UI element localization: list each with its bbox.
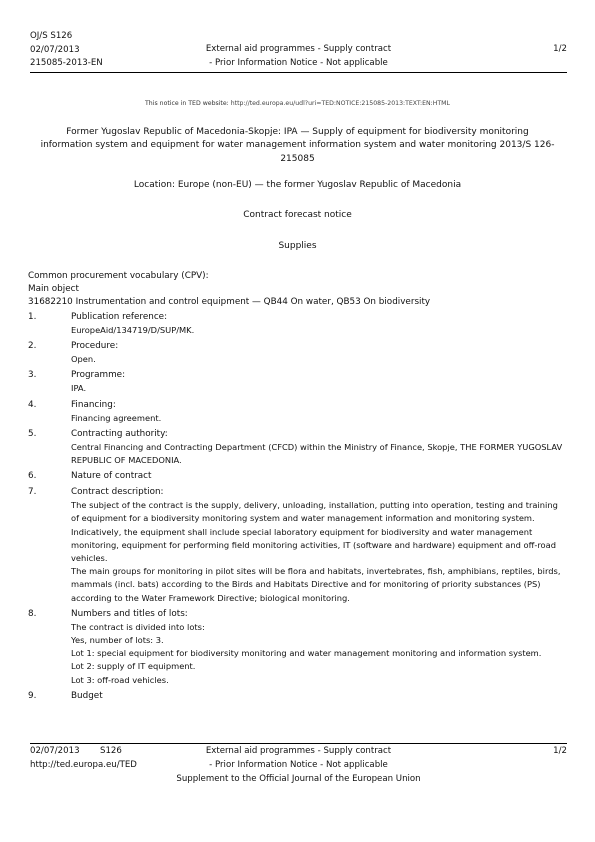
footer-series: S126: [100, 746, 122, 756]
footer-title-line1: External aid programmes - Supply contract: [205, 746, 392, 756]
cpv-main-object: Main object: [28, 284, 79, 295]
header-doc-id: 215085-2013-EN: [30, 58, 103, 68]
page-footer: [30, 743, 567, 784]
section-4: [28, 399, 567, 425]
section-text: The contract is divided into lots: Yes, number of lots: 3. Lot 1: special equipment for biodiversity monitoring and water management monitoring and information system. Lot 2: supply of IT equipment. Lot 3: off-road vehicles.: [71, 621, 542, 685]
footer-page-number: 1/2: [553, 746, 567, 756]
section-heading: Budget: [71, 690, 103, 701]
header-title: [180, 43, 417, 70]
section-number: 7.: [28, 487, 37, 498]
section-heading: Contracting authority:: [71, 428, 168, 439]
section-number: 3.: [28, 370, 37, 381]
notice-location: Location: Europe (non-EU) — the former Yugoslav Republic of Macedonia: [133, 180, 462, 190]
section-6: [28, 470, 567, 483]
section-heading: Programme:: [71, 370, 126, 381]
section-7: [28, 486, 567, 605]
section-heading: Procedure:: [71, 341, 119, 352]
section-number: 1.: [28, 312, 37, 322]
section-text: EuropeAid/134719/D/SUP/MK.: [71, 325, 195, 335]
header-left: [30, 30, 103, 71]
footer-date: 02/07/2013: [30, 746, 80, 756]
notice-title: Former Yugoslav Republic of Macedonia-Skopje: IPA — Supply of equipment for biodiversity monitoring information system and equipment for water management information system and water monitoring 2013/S 126-215085: [40, 127, 555, 164]
section-text: Central Financing and Contracting Department (CFCD) within the Ministry of Finance, Skopje, THE FORMER YUGOSLAV REPUBLIC OF MACEDONIA.: [71, 441, 563, 466]
section-heading: Contract description:: [71, 487, 164, 498]
section-2: [28, 340, 567, 366]
footer-title: [180, 745, 417, 772]
notice-sections: [28, 311, 567, 706]
section-9: [28, 690, 567, 703]
notice-type: Contract forecast notice: [243, 210, 352, 220]
header-page-number: 1/2: [553, 44, 567, 54]
cpv-code-line: 31682210 Instrumentation and control equipment — QB44 On water, QB53 On biodiversity: [28, 297, 431, 308]
section-text: Financing agreement.: [71, 412, 162, 423]
section-3: [28, 369, 567, 395]
ted-notice: [0, 100, 595, 107]
section-number: 2.: [28, 341, 37, 352]
section-text: Open.: [71, 354, 96, 365]
section-heading: Nature of contract: [71, 471, 152, 482]
page-header: [30, 30, 567, 73]
section-number: 4.: [28, 399, 37, 410]
footer-supplement: Supplement to the Official Journal of the European Union: [176, 774, 421, 784]
section-heading: Numbers and titles of lots:: [71, 608, 188, 619]
section-text: The subject of the contract is the supply, delivery, unloading, installation, putting into operation, testing and training of equipment for a biodiversity monitoring system and water management information and monitoring system. Indicatively, the equipment shall include special laboratory equipment for biodiversity and water management monitoring, equipment for performing field monitoring activities, IT (software and hardware) equipment and off-road vehicles. The main groups for monitoring in pilot sites will be flora and habitats, invertebrates, fish, amphibians, reptiles, birds, mammals (incl. bats) according to the Birds and Habitats Directive and for monitoring of priority substances (PS) according to the Water Framework Directive; biological monitoring.: [71, 500, 561, 603]
footer-title-line2: - Prior Information Notice - Not applicable: [209, 759, 388, 770]
cpv-label: Common procurement vocabulary (CPV):: [28, 271, 209, 281]
header-title-line2: - Prior Information Notice - Not applicable: [209, 57, 388, 68]
header-title-line1: External aid programmes - Supply contract: [205, 44, 392, 54]
notice-category: Supplies: [278, 241, 317, 251]
section-heading: Publication reference:: [71, 312, 168, 322]
header-oj: OJ/S S126: [30, 31, 73, 41]
section-heading: Financing:: [71, 399, 116, 410]
section-1: [28, 311, 567, 337]
ted-notice-link[interactable]: http://ted.europa.eu/udl?uri=TED:NOTICE:215085-2013:TEXT:EN:HTML: [230, 100, 450, 107]
section-number: 5.: [28, 428, 37, 439]
cpv-block: [28, 270, 567, 310]
section-number: 9.: [28, 690, 37, 701]
header-date: 02/07/2013: [30, 44, 80, 55]
section-number: 8.: [28, 608, 37, 619]
section-5: [28, 428, 567, 467]
ted-notice-prefix: This notice in TED website:: [145, 100, 231, 107]
section-8: [28, 608, 567, 687]
section-text: IPA.: [71, 383, 87, 394]
section-number: 6.: [28, 471, 37, 482]
footer-url[interactable]: http://ted.europa.eu/TED: [30, 760, 137, 770]
